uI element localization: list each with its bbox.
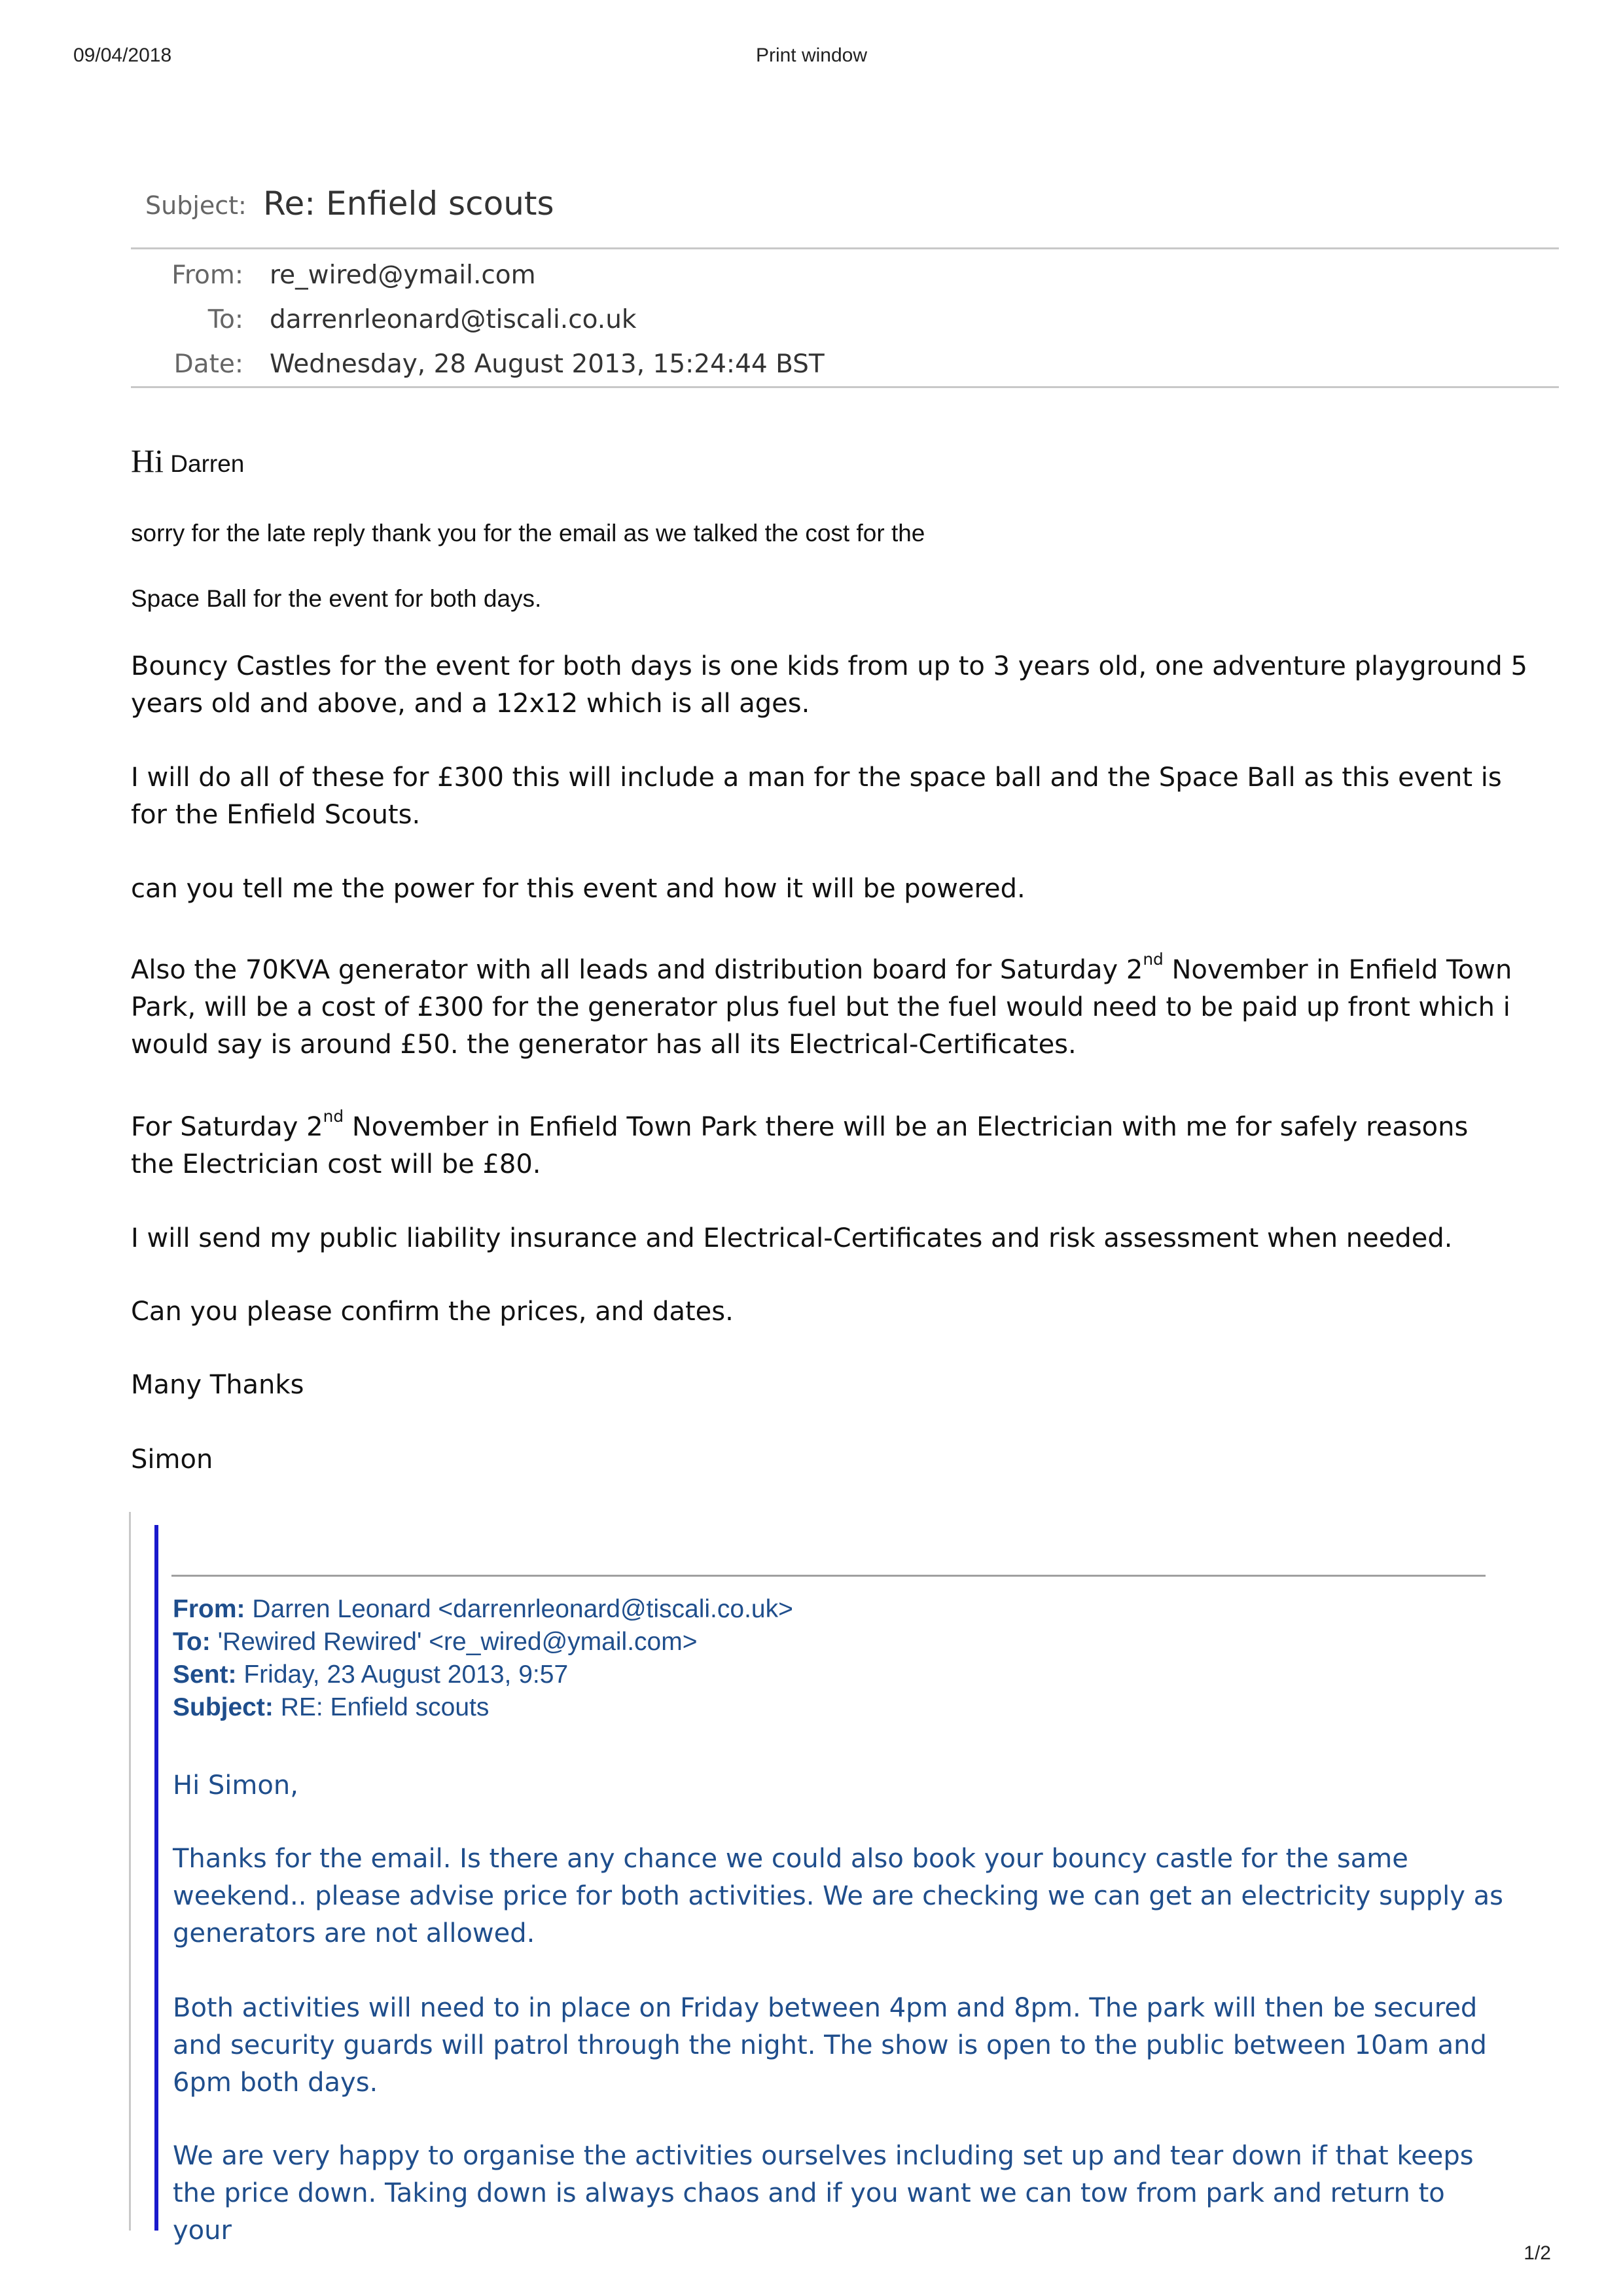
p7-superscript: nd	[323, 1106, 344, 1126]
quoted-from[interactable]: Darren Leonard <darrenrleonard@tiscali.co.uk>	[252, 1595, 793, 1623]
email-subject: Re: Enfield scouts	[263, 185, 554, 223]
greeting	[131, 442, 1538, 482]
body-paragraph-6	[131, 949, 1538, 1064]
p6-text-a: Also the 70KVA generator with all leads and distribution board for Saturday 2	[131, 955, 1143, 985]
body-paragraph-7	[131, 1106, 1538, 1183]
page-number: 1/2	[1524, 2242, 1551, 2264]
quoted-greeting: Hi Simon,	[173, 1770, 298, 1801]
subject-label: Subject:	[145, 191, 247, 220]
p7-text-a: For Saturday 2	[131, 1112, 323, 1142]
p6-text-b: November in Enfield Town Park, will be a cost of £300 for the generator plus fuel but the fuel would need to be paid up front which i would say is around £50. the generator has all its Electrical-Certificates.	[131, 955, 1512, 1060]
quoted-from-label: From:	[173, 1595, 245, 1623]
quote-inner-bar	[154, 1525, 158, 2231]
body-paragraph-4: I will do all of these for £300 this will include a man for the space ball and the Space Ball as this event is for the Enfield Scouts.	[131, 762, 1502, 830]
greeting-hi: Hi	[131, 442, 164, 479]
from-label: From:	[171, 260, 243, 290]
quote-outer-bar	[129, 1512, 131, 2231]
body-paragraph-5: can you tell me the power for this event and how it will be powered.	[131, 874, 1026, 904]
signature: Simon	[131, 1444, 213, 1475]
quoted-subject-label: Subject:	[173, 1693, 274, 1721]
print-date: 09/04/2018	[73, 45, 172, 66]
body-paragraph-8: I will send my public liability insurance and Electrical-Certificates and risk assessment when needed.	[131, 1223, 1453, 1253]
quoted-sent-row	[173, 1659, 568, 1691]
quoted-sent-label: Sent:	[173, 1660, 237, 1689]
p7-text-c: the Electrician cost will be £80.	[131, 1149, 541, 1179]
p7-text-b: November in Enfield Town Park there will be an Electrician with me for safely reasons	[344, 1112, 1469, 1142]
body-paragraph-2: Space Ball for the event for both days.	[131, 585, 542, 612]
to-address[interactable]: darrenrleonard@tiscali.co.uk	[270, 305, 637, 334]
quoted-subject: RE: Enfield scouts	[280, 1693, 490, 1721]
quoted-paragraph-1: Thanks for the email. Is there any chance we could also book your bouncy castle for the same weekend.. please advise price for both activities. We are checking we can get an electricity supply as generators are not allowed.	[173, 1844, 1503, 1948]
from-address[interactable]: re_wired@ymail.com	[270, 260, 536, 290]
quoted-to-label: To:	[173, 1628, 211, 1656]
print-window-title: Print window	[755, 45, 868, 66]
subject-divider	[131, 247, 1559, 249]
quoted-to[interactable]: 'Rewired Rewired' <re_wired@ymail.com>	[217, 1628, 698, 1656]
sign-off: Many Thanks	[131, 1370, 304, 1400]
header-divider	[131, 386, 1559, 388]
quoted-from-row	[173, 1593, 793, 1626]
quoted-paragraph-3: We are very happy to organise the activities ourselves including set up and tear down if that keeps the price down. Taking down is always chaos and if you want we can tow from park and return to your	[173, 2141, 1474, 2246]
body-paragraph-1: sorry for the late reply thank you for the email as we talked the cost for the	[131, 520, 925, 547]
email-date: Wednesday, 28 August 2013, 15:24:44 BST	[270, 350, 825, 379]
date-label: Date:	[173, 350, 243, 379]
p6-superscript: nd	[1143, 949, 1164, 969]
body-paragraph-9: Can you please confirm the prices, and dates.	[131, 1297, 734, 1327]
quoted-paragraph-2: Both activities will need to in place on Friday between 4pm and 8pm. The park will then be secured and security guards will patrol through the night. The show is open to the public between 10am and 6pm both days.	[173, 1993, 1487, 2098]
body-paragraph-3: Bouncy Castles for the event for both days is one kids from up to 3 years old, one adventure playground 5 years old and above, and a 12x12 which is all ages.	[131, 651, 1527, 719]
quoted-sent: Friday, 23 August 2013, 9:57	[243, 1660, 569, 1689]
quoted-subject-row	[173, 1691, 489, 1724]
greeting-name: Darren	[170, 450, 245, 477]
to-label: To:	[207, 305, 243, 334]
quote-divider	[171, 1575, 1486, 1577]
quoted-to-row	[173, 1626, 697, 1659]
